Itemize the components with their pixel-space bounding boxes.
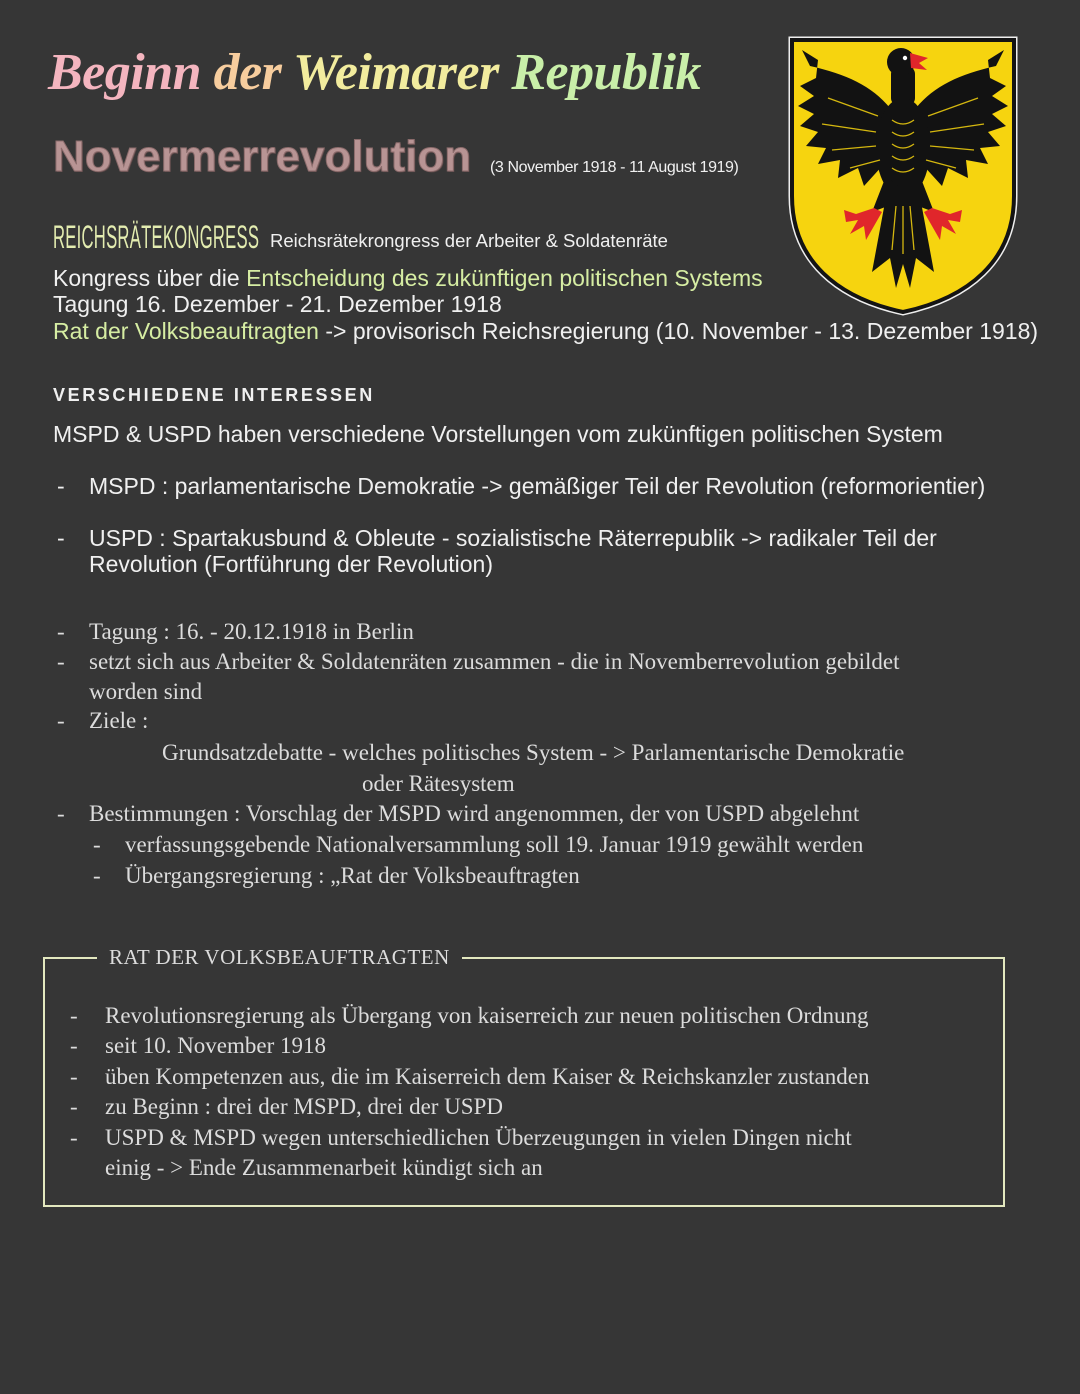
- bullet-dash: [57, 473, 65, 499]
- details-ziele-line-2: oder Rätesystem: [362, 771, 515, 796]
- interessen-intro: MSPD & USPD haben verschiedene Vorstellungen vom zukünftigen politischen System: [53, 421, 943, 447]
- interessen-bullet-uspd-line-1: USPD : Spartakusbund & Obleute - sozialistische Räterrepublik -> radikaler Teil der: [89, 525, 937, 551]
- interessen-heading: VERSCHIEDENE INTERESSEN: [53, 385, 375, 405]
- kongress-line-3: [53, 318, 1038, 344]
- box-bullet-dash: [70, 1062, 78, 1092]
- details-tagung: Tagung : 16. - 20.12.1918 in Berlin: [89, 619, 414, 644]
- box-item-revolutionsregierung: Revolutionsregierung als Übergang von kaiserreich zur neuen politischen Ordnung: [105, 1003, 869, 1028]
- details-ziele-label: Ziele :: [89, 708, 149, 733]
- kongress-full-name: Reichsrätekrongress der Arbeiter & Soldatenräte: [270, 230, 668, 251]
- details-sub-bullet-uebergangsregierung: Übergangsregierung : „Rat der Volksbeauftragten: [125, 863, 580, 888]
- title-word-der: der: [213, 44, 282, 101]
- details-zusammensetzung-line-1: setzt sich aus Arbeiter & Soldatenräten zusammen - die in Novemberrevolution gebildet: [89, 649, 900, 674]
- page-title: [48, 38, 701, 108]
- reichsadler-coat-of-arms-icon: [788, 36, 1018, 316]
- box-title: RAT DER VOLKSBEAUFTRAGTEN: [97, 944, 462, 970]
- kongress-line-1-highlight: Entscheidung des zukünftigen politischen Systems: [246, 265, 763, 291]
- box-item-zu-beginn: zu Beginn : drei der MSPD, drei der USPD: [105, 1094, 503, 1119]
- kongress-line-3-highlight: Rat der Volksbeauftragten: [53, 318, 319, 344]
- kongress-line-1: [53, 265, 763, 291]
- details-sub-bullet-nationalversammlung: verfassungsgebende Nationalversammlung soll 19. Januar 1919 gewählt werden: [125, 832, 864, 857]
- revolution-dates: (3 November 1918 - 11 August 1919): [490, 159, 739, 176]
- section-title-novemberrevolution: Novermerrevolution: [53, 132, 472, 181]
- details-bestimmungen: Bestimmungen : Vorschlag der MSPD wird angenommen, der von USPD abgelehnt: [89, 801, 860, 826]
- bullet-dash: [57, 525, 65, 551]
- box-item-uneinig-line-2: einig - > Ende Zusammenarbeit kündigt sich an: [105, 1155, 543, 1180]
- title-word-beginn: Beginn: [48, 44, 202, 101]
- box-bullet-dash: [70, 1123, 78, 1153]
- title-word-weimarer: Weimarer: [292, 44, 499, 101]
- kongress-line-3-rest: -> provisorisch Reichsregierung (10. November - 13. Dezember 1918): [318, 318, 1039, 344]
- bullet-dash: [57, 617, 65, 647]
- box-bullet-dash: [70, 1092, 78, 1122]
- sub-bullet-dash: [93, 861, 101, 891]
- title-word-republik: Republik: [511, 44, 701, 101]
- details-zusammensetzung-line-2: worden sind: [89, 679, 203, 704]
- details-ziele-line-1: Grundsatzdebatte - welches politisches System - > Parlamentarische Demokratie: [162, 740, 905, 765]
- sub-bullet-dash: [93, 830, 101, 860]
- box-item-kompetenzen: üben Kompetenzen aus, die im Kaiserreich dem Kaiser & Reichskanzler zustanden: [105, 1064, 870, 1089]
- bullet-dash: [57, 706, 65, 736]
- box-bullet-dash: [70, 1001, 78, 1031]
- box-bullet-dash: [70, 1031, 78, 1061]
- kongress-line-1-prefix: Kongress über die: [53, 265, 247, 291]
- interessen-bullet-mspd: MSPD : parlamentarische Demokratie -> gemäßiger Teil der Revolution (reformorientier): [89, 473, 986, 499]
- bullet-dash: [57, 647, 65, 677]
- bullet-dash: [57, 799, 65, 829]
- kongress-line-2: Tagung 16. Dezember - 21. Dezember 1918: [53, 291, 502, 317]
- box-item-uneinig-line-1: USPD & MSPD wegen unterschiedlichen Überzeugungen in vielen Dingen nicht: [105, 1125, 852, 1150]
- kongress-heading: REICHSRÄTEKONGRESS: [53, 219, 260, 255]
- interessen-bullet-uspd-line-2: Revolution (Fortführung der Revolution): [89, 551, 493, 577]
- box-item-seit: seit 10. November 1918: [105, 1033, 327, 1058]
